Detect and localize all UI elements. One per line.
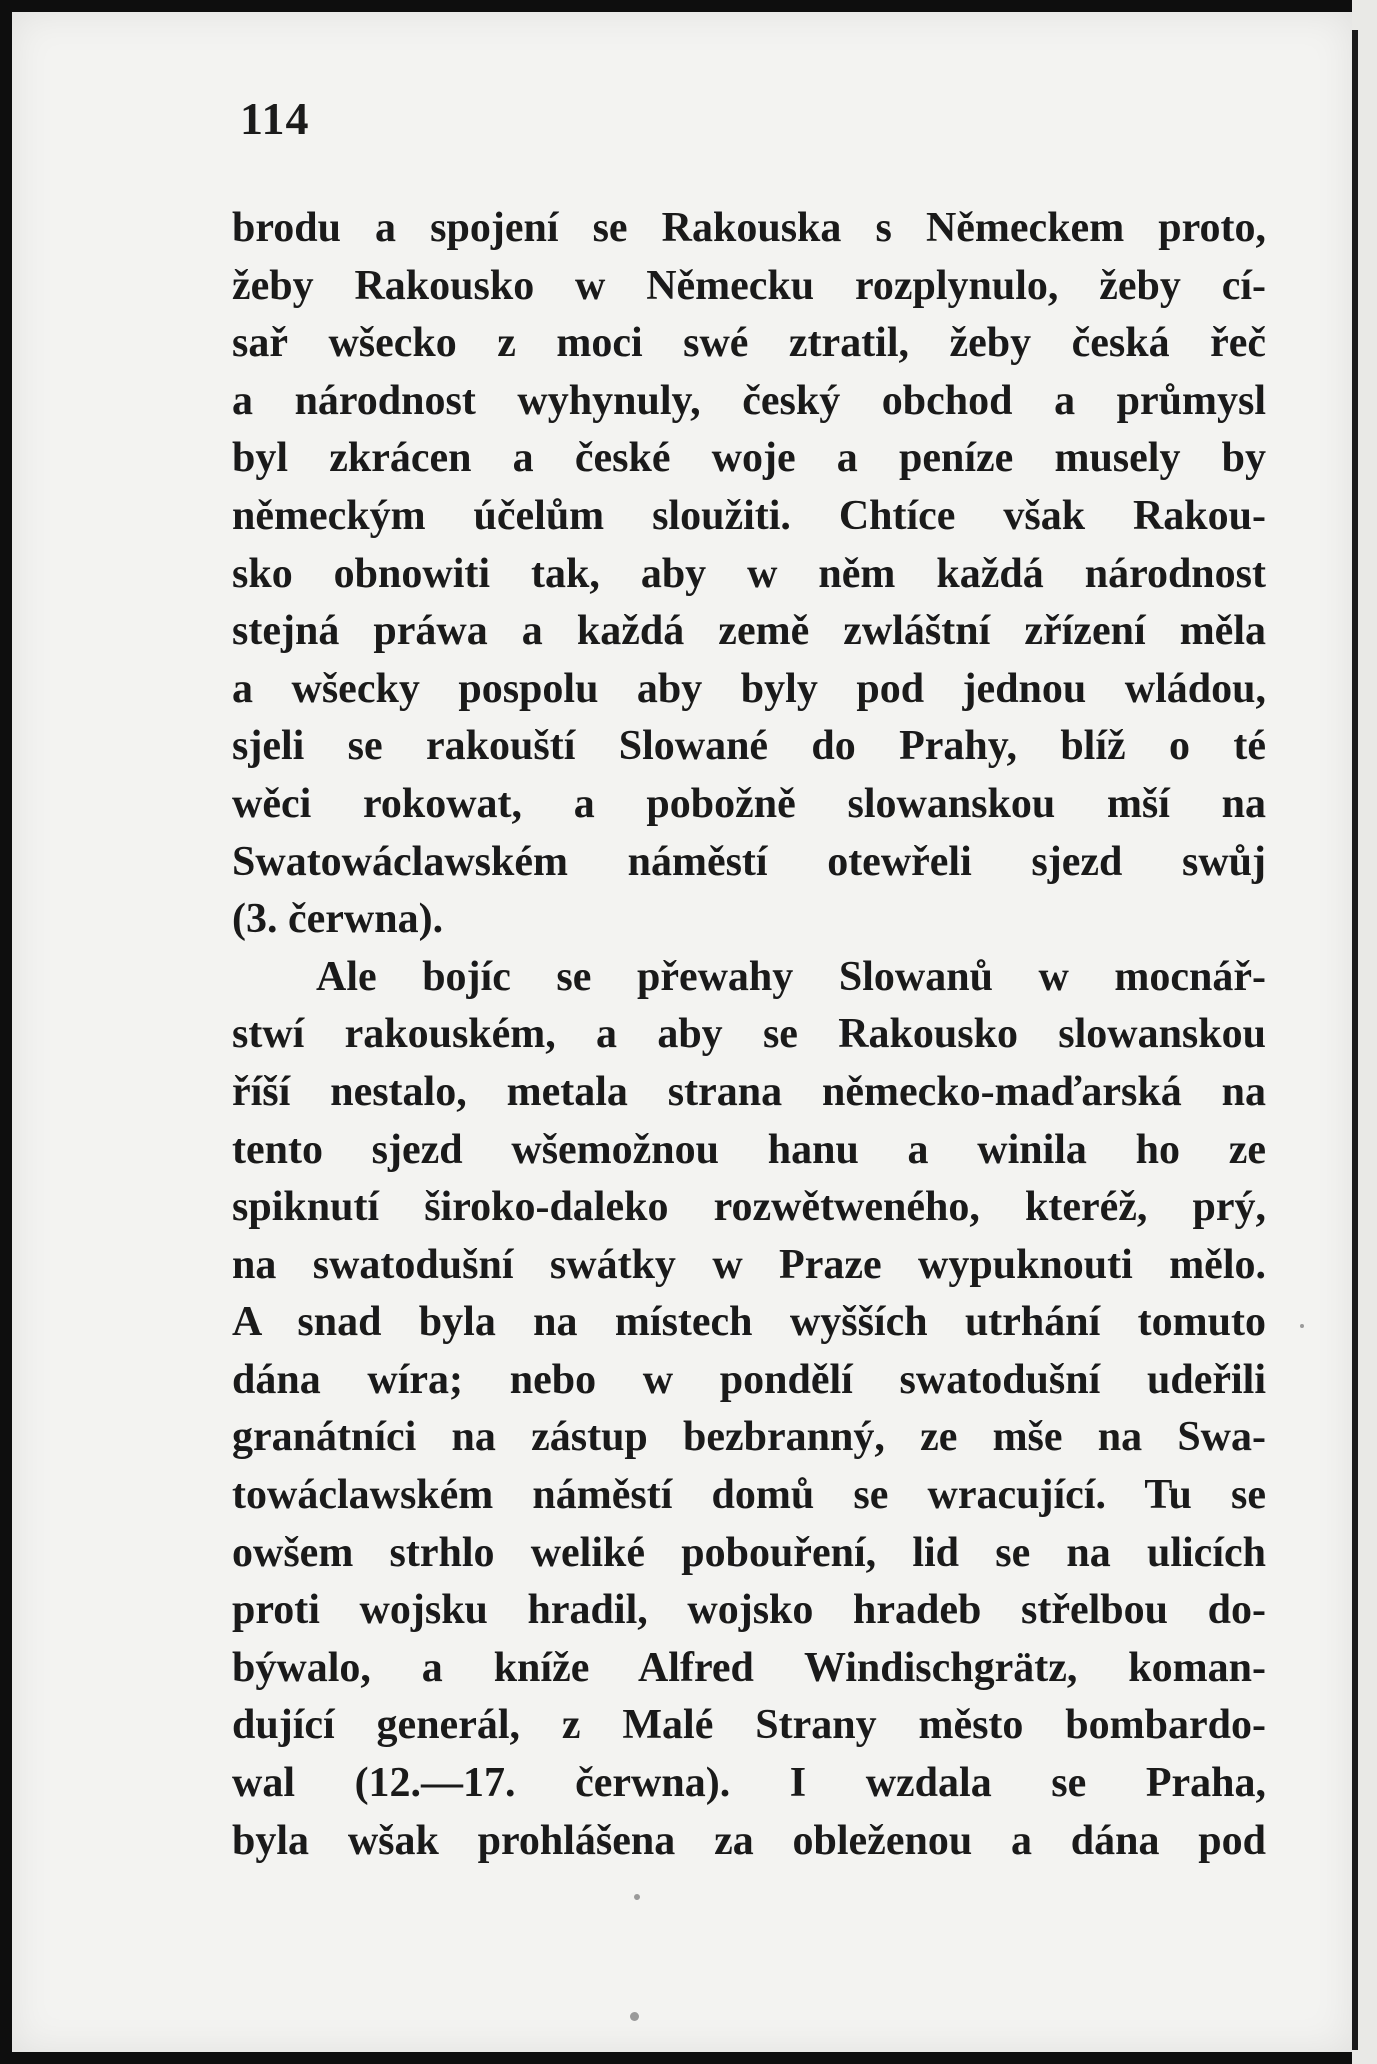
page-edge	[1352, 0, 1377, 2064]
paper-speck	[630, 2012, 639, 2021]
text-line: býwalo, a kníže Alfred Windischgrätz, koman-	[232, 1644, 1266, 1691]
text-line: proti wojsku hradil, wojsko hradeb střelbou do-	[232, 1587, 1266, 1634]
text-line: wěci rokowat, a pobožně slowanskou mší na	[232, 780, 1266, 827]
text-line: dána wíra; nebo w pondělí swatodušní udeřili	[232, 1356, 1266, 1403]
text-line: byla wšak prohlášena za obleženou a dána pod	[232, 1817, 1266, 1864]
text-line: stejná práwa a každá země zwláštní zřízení měla	[232, 608, 1266, 655]
text-line: A snad byla na místech wyšších utrhání tomuto	[232, 1299, 1266, 1346]
text-line: Swatowáclawském náměstí otewřeli sjezd swůj	[232, 838, 1266, 885]
paper-speck	[1300, 1324, 1304, 1328]
text-line: granátníci na zástup bezbranný, ze mše na Swa-	[232, 1414, 1266, 1461]
book-page	[12, 12, 1352, 2052]
paragraph-2	[232, 949, 1266, 1871]
text-line: na swatodušní swátky w Praze wypuknouti mělo.	[232, 1241, 1266, 1288]
text-line: stwí rakouském, a aby se Rakousko slowanskou	[232, 1011, 1266, 1058]
text-line: sjeli se rakouští Slowané do Prahy, blíž o té	[232, 723, 1266, 770]
text-line: německým účelům sloužiti. Chtíce však Rakou-	[232, 492, 1266, 539]
text-line: žeby Rakousko w Německu rozplynulo, žeby cí-	[232, 262, 1266, 309]
text-line: owšem strhlo weliké pobouření, lid se na ulicích	[232, 1529, 1266, 1576]
text-line: tento sjezd wšemožnou hanu a winila ho ze	[232, 1126, 1266, 1173]
text-line: Ale bojíc se přewahy Slowanů w mocnář-	[316, 953, 1266, 1000]
text-line: a wšecky pospolu aby byly pod jednou wládou,	[232, 665, 1266, 712]
text-line: a národnost wyhynuly, český obchod a průmysl	[232, 377, 1266, 424]
text-line: dující generál, z Malé Strany město bombardo-	[232, 1702, 1266, 1749]
text-line: wal (12.—17. čerwna). I wzdala se Praha,	[232, 1760, 1266, 1807]
text-line: towáclawském náměstí domů se wracující. Tu se	[232, 1472, 1266, 1519]
text-line: (3. čerwna).	[232, 896, 444, 943]
text-line: byl zkrácen a české woje a peníze musely by	[232, 435, 1266, 482]
text-line: sko obnowiti tak, aby w něm každá národnost	[232, 550, 1266, 597]
paper-speck	[634, 1894, 640, 1900]
paragraph-1	[232, 200, 1266, 949]
text-line: brodu a spojení se Rakouska s Německem proto,	[232, 205, 1266, 251]
text-line: sař wšecko z moci swé ztratil, žeby česká řeč	[232, 320, 1266, 367]
page-number: 114	[240, 93, 310, 144]
body-text	[232, 200, 1266, 1870]
text-line: spiknutí široko-daleko rozwětweného, kteréž, prý,	[232, 1184, 1266, 1231]
text-line: říší nestalo, metala strana německo-maďarská na	[232, 1068, 1266, 1115]
